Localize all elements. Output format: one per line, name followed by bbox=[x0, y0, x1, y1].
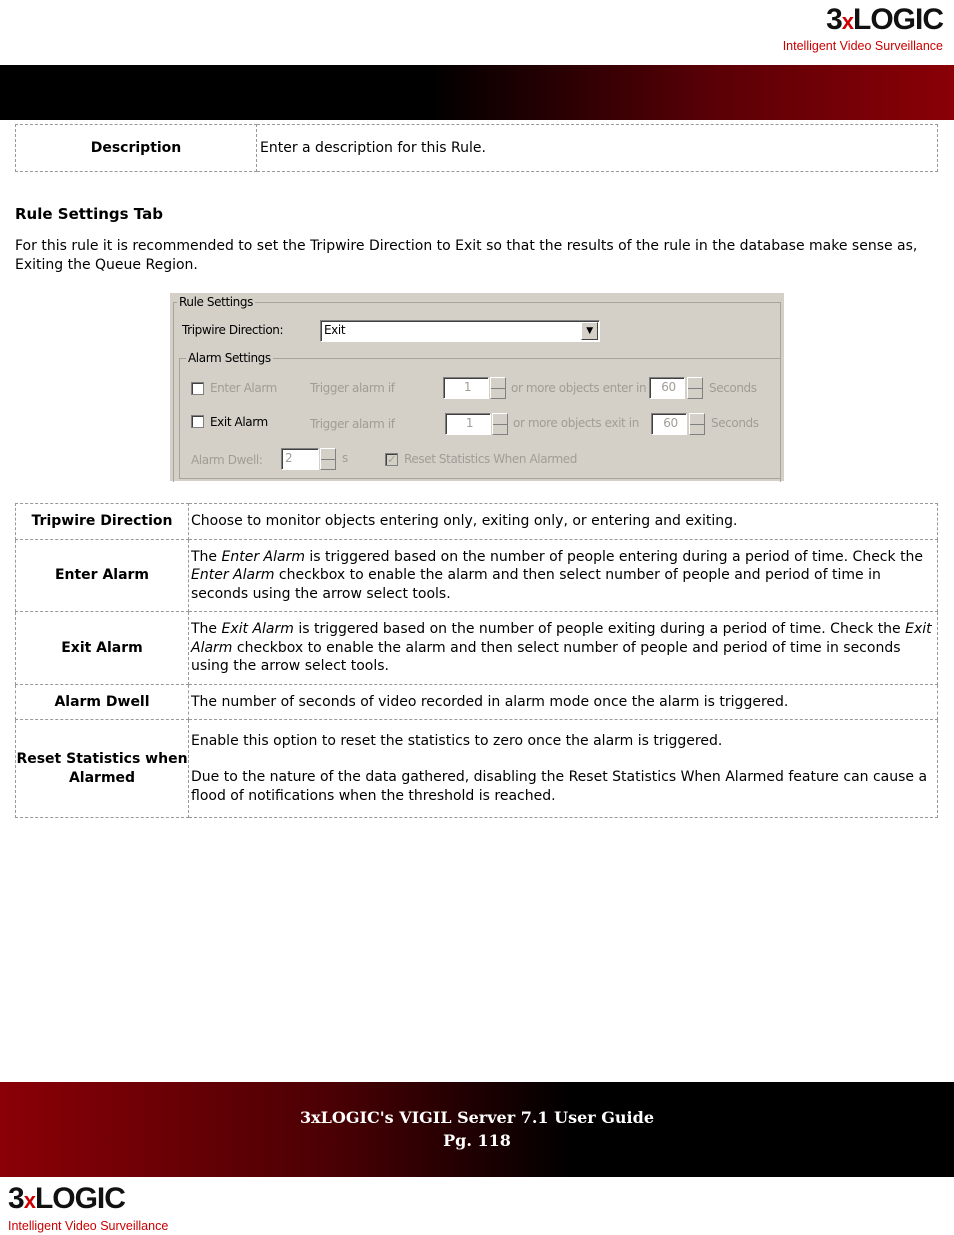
row-text: Enable this option to reset the statistics to zero once the alarm is triggered. Due to the nature of the data gathered, disabling the Reset Statistics When Alarmed feature can cause a flood of notifications when the threshold is reached. bbox=[189, 720, 938, 818]
enter-seconds-input[interactable]: 60 bbox=[649, 377, 685, 399]
exit-mid-label: or more objects exit in bbox=[513, 416, 639, 430]
alarm-dwell-unit: s bbox=[342, 451, 348, 465]
table-row bbox=[16, 720, 938, 818]
header-logo bbox=[783, 5, 943, 53]
description-label: Description bbox=[16, 125, 257, 172]
exit-alarm-checkbox[interactable] bbox=[191, 415, 204, 428]
exit-trigger-label: Trigger alarm if bbox=[310, 417, 395, 431]
tripwire-direction-value: Exit bbox=[324, 323, 346, 337]
exit-alarm-label: Exit Alarm bbox=[210, 415, 268, 429]
enter-count-spinner[interactable] bbox=[490, 377, 506, 399]
logo-mark: 3xLOGIC bbox=[826, 3, 943, 36]
tripwire-label: Tripwire Direction: bbox=[182, 323, 284, 337]
logo-tagline: Intelligent Video Surveillance bbox=[8, 1219, 169, 1233]
exit-count-spinner[interactable] bbox=[492, 413, 508, 435]
enter-seconds-spinner[interactable] bbox=[687, 377, 703, 399]
row-text: The Enter Alarm is triggered based on the number of people entering during a period of time. Check the Enter Alarm checkbox to enable the alarm and then select number of people and period of time in seconds using the arrow select tools. bbox=[189, 540, 938, 612]
table-row bbox=[16, 685, 938, 720]
footer-bar bbox=[0, 1082, 954, 1177]
exit-count-input[interactable]: 1 bbox=[445, 413, 491, 435]
table-row bbox=[16, 612, 938, 685]
row-text: Choose to monitor objects entering only, exiting only, or entering and exiting. bbox=[189, 504, 938, 540]
rule-settings-group-label: Rule Settings bbox=[179, 295, 253, 309]
description-table bbox=[15, 124, 938, 172]
exit-seconds-unit: Seconds bbox=[711, 416, 759, 430]
enter-alarm-checkbox[interactable] bbox=[191, 382, 204, 395]
enter-mid-label: or more objects enter in bbox=[511, 381, 647, 395]
exit-seconds-input[interactable]: 60 bbox=[651, 413, 687, 435]
section-title: Rule Settings Tab bbox=[15, 205, 163, 223]
settings-description-table bbox=[15, 503, 938, 818]
row-text: The Exit Alarm is triggered based on the number of people exiting during a period of time. Check the Exit Alarm checkbox to enable the alarm and then select number of people and period of time in seconds using the arrow select tools. bbox=[189, 612, 938, 685]
logo-mark: 3xLOGIC bbox=[8, 1182, 125, 1215]
header-bar bbox=[0, 65, 954, 120]
reset-statistics-checkbox[interactable]: ✓ bbox=[385, 453, 398, 466]
description-value: Enter a description for this Rule. bbox=[257, 125, 938, 172]
alarm-settings-group-label: Alarm Settings bbox=[188, 351, 271, 365]
reset-statistics-label: Reset Statistics When Alarmed bbox=[404, 452, 577, 466]
enter-alarm-label: Enter Alarm bbox=[210, 381, 277, 395]
row-text: The number of seconds of video recorded in alarm mode once the alarm is triggered. bbox=[189, 685, 938, 720]
logo-tagline: Intelligent Video Surveillance bbox=[782, 39, 943, 53]
footer-title: 3xLOGIC's VIGIL Server 7.1 User Guide bbox=[299, 1108, 654, 1127]
row-label: Tripwire Direction bbox=[16, 504, 189, 540]
footer-logo bbox=[8, 1184, 168, 1233]
tripwire-direction-select[interactable] bbox=[320, 320, 600, 342]
rule-settings-screenshot bbox=[170, 293, 784, 481]
alarm-dwell-input[interactable]: 2 bbox=[281, 448, 319, 470]
page-number: Pg. 118 bbox=[443, 1131, 511, 1150]
table-row bbox=[16, 540, 938, 612]
row-label: Reset Statistics when Alarmed bbox=[16, 720, 189, 818]
row-label: Alarm Dwell bbox=[16, 685, 189, 720]
alarm-dwell-label: Alarm Dwell: bbox=[191, 453, 263, 467]
enter-trigger-label: Trigger alarm if bbox=[310, 381, 395, 395]
intro-paragraph: For this rule it is recommended to set the Tripwire Direction to Exit so that the results of the rule in the database make sense as, Exiting the Queue Region. bbox=[15, 238, 918, 273]
row-label: Enter Alarm bbox=[16, 540, 189, 612]
chevron-down-icon[interactable]: ▼ bbox=[581, 322, 598, 340]
exit-seconds-spinner[interactable] bbox=[689, 413, 705, 435]
table-row bbox=[16, 504, 938, 540]
row-label: Exit Alarm bbox=[16, 612, 189, 685]
enter-count-input[interactable]: 1 bbox=[443, 377, 489, 399]
alarm-dwell-spinner[interactable] bbox=[320, 448, 336, 470]
enter-seconds-unit: Seconds bbox=[709, 381, 757, 395]
